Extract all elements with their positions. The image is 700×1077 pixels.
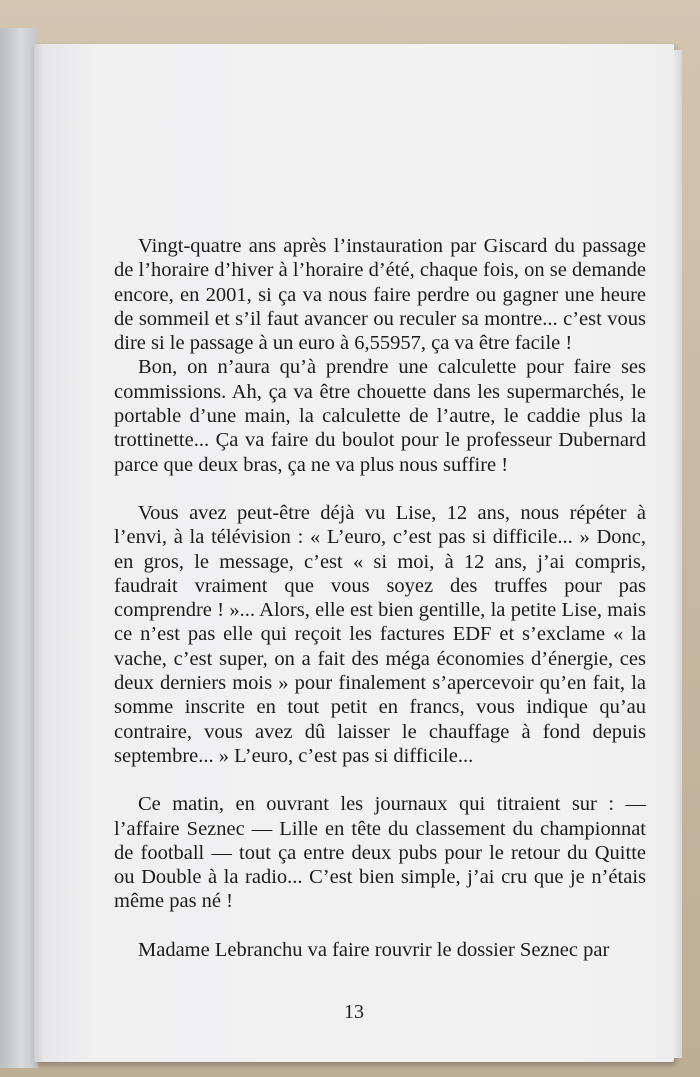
book-page bbox=[34, 44, 674, 1062]
paragraph-5: Madame Lebranchu va faire rouvrir le dossier Seznec par bbox=[138, 938, 610, 961]
paragraph-2: Bon, on n’aura qu’à prendre une calculette pour faire ses commissions. Ah, ça va être chouette dans les supermarchés, le portable d’une main, la calculette de l’autre, le caddie plus la trottinette... Ça va faire du boulot pour le professeur Dubernard parce que deux bras, ça ne va plus nous suffire ! bbox=[114, 356, 646, 476]
page-number: 13 bbox=[344, 1001, 364, 1023]
page-text bbox=[114, 234, 646, 962]
paragraph-1: Vingt-quatre ans après l’instauration par Giscard du passage de l’horaire d’hiver à l’horaire d’été, chaque fois, on se demande encore, en 2001, si ça va nous faire perdre ou gagner une heure de sommeil et s’il faut avancer ou reculer sa montre... c’est vous dire si le passage à un euro à 6,55957, ça va être facile ! bbox=[114, 235, 646, 355]
paragraph-3: Vous avez peut-être déjà vu Lise, 12 ans, nous répéter à l’envi, à la télévision : « L’euro, c’est pas si difficile... » Donc, en gros, le message, c’est « si moi, à 12 ans, j’ai compris, faudrait vraiment que vous soyez des truffes pour pas comprendre ! »... Alors, elle est bien gentille, la petite Lise, mais ce n’est pas elle qui reçoit les factures EDF et s’exclame « la vache, c’est super, on a fait des méga économies d’énergie, ces deux derniers mois » pour finalement s’apercevoir qu’en fait, la somme inscrite en tout petit en francs, vous indique qu’au contraire, vous avez dû laisser le chauffage à fond depuis septembre... » L’euro, c’est pas si difficile... bbox=[114, 501, 646, 767]
paragraph-4: Ce matin, en ouvrant les journaux qui titraient sur : — l’affaire Seznec — Lille en tête du classement du championnat de football — tout ça entre deux pubs pour le retour du Quitte ou Double à la radio... C’est bien simple, j’ai cru que je n’étais même pas né ! bbox=[114, 793, 646, 913]
previous-page-edge bbox=[0, 28, 38, 1068]
